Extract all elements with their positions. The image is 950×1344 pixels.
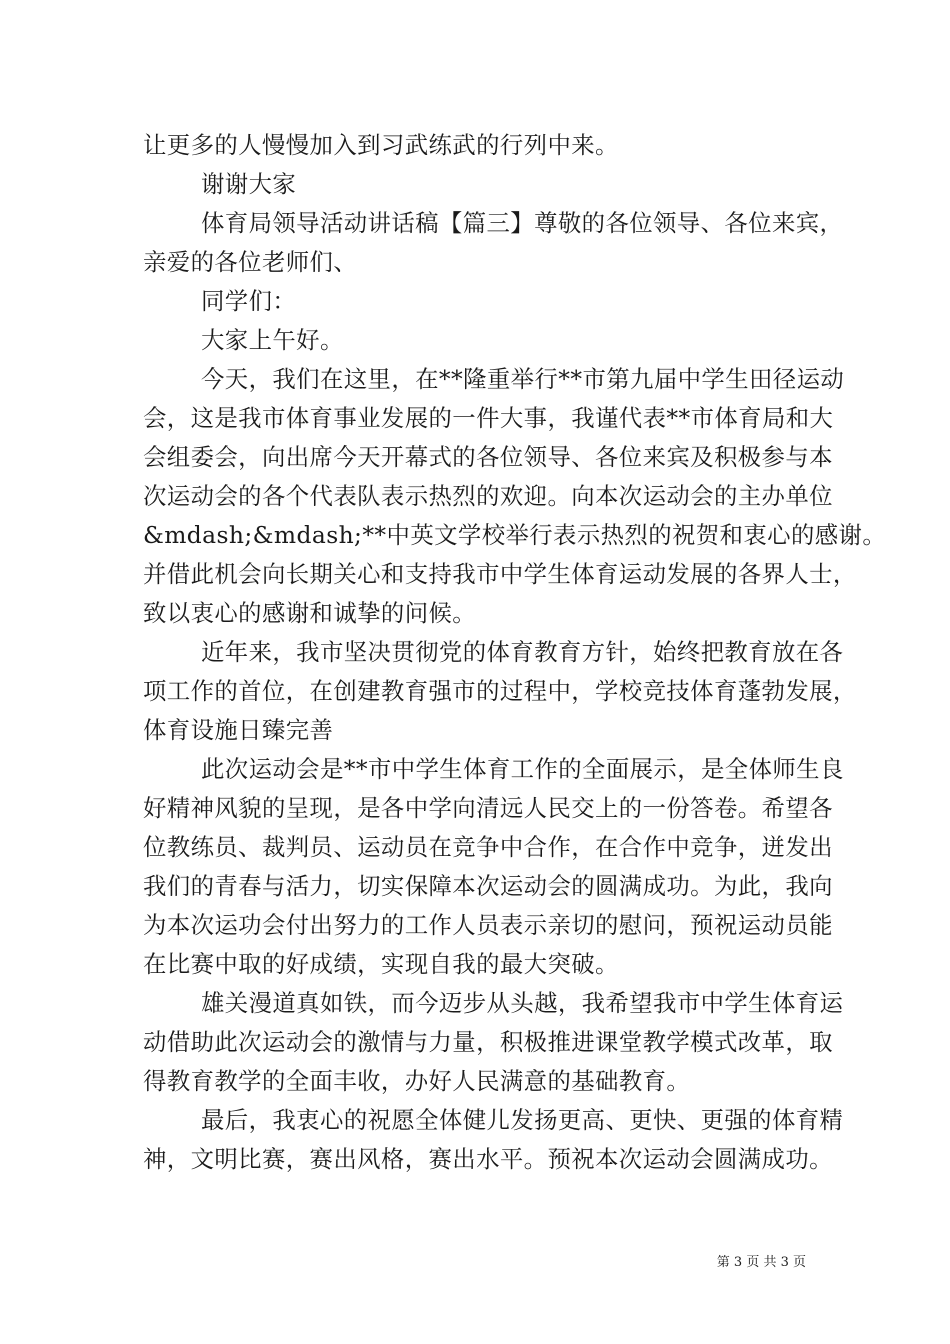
text-line: 我们的青春与活力，切实保障本次运动会的圆满成功。为此，我向 — [143, 872, 833, 900]
text-line: 项工作的首位，在创建教育强市的过程中，学校竞技体育蓬勃发展， — [143, 677, 857, 705]
text-line: 亲爱的各位老师们、 — [143, 248, 358, 276]
text-line: 此次运动会是**市中学生体育工作的全面展示，是全体师生良 — [201, 755, 844, 783]
text-line: 近年来，我市坚决贯彻党的体育教育方针，始终把教育放在各 — [201, 638, 844, 666]
text-line: 会组委会，向出席今天开幕式的各位领导、各位来宾及积极参与本 — [143, 443, 833, 471]
text-line: 致以衷心的感谢和诚挚的问候。 — [143, 599, 477, 627]
text-line: 为本次运功会付出努力的工作人员表示亲切的慰问，预祝运动员能 — [143, 911, 833, 939]
text-line: 谢谢大家 — [201, 170, 297, 198]
text-line: 最后，我衷心的祝愿全体健儿发扬更高、更快、更强的体育精 — [201, 1106, 844, 1134]
text-line: 好精神风貌的呈现，是各中学向清远人民交上的一份答卷。希望各 — [143, 794, 833, 822]
text-line: &mdash;&mdash;**中英文学校举行表示热烈的祝贺和衷心的感谢。 — [143, 521, 887, 549]
text-line: 神，文明比赛，赛出风格，赛出水平。预祝本次运动会圆满成功。 — [143, 1145, 833, 1173]
text-line: 同学们： — [201, 287, 297, 315]
text-line: 雄关漫道真如铁，而今迈步从头越，我希望我市中学生体育运 — [201, 989, 844, 1017]
text-line: 得教育教学的全面丰收，办好人民满意的基础教育。 — [143, 1067, 691, 1095]
text-line: 让更多的人慢慢加入到习武练武的行列中来。 — [143, 131, 619, 159]
text-line: 在比赛中取的好成绩，实现自我的最大突破。 — [143, 950, 619, 978]
document-body — [143, 126, 887, 1179]
text-line: 体育局领导活动讲话稿【篇三】尊敬的各位领导、各位来宾， — [201, 209, 844, 237]
text-line: 今天，我们在这里，在**隆重举行**市第九届中学生田径运动 — [201, 365, 845, 393]
text-line: 位教练员、裁判员、运动员在竞争中合作，在合作中竞争，迸发出 — [143, 833, 833, 861]
text-line: 体育设施日臻完善 — [143, 716, 334, 744]
text-line: 动借助此次运动会的激情与力量，积极推进课堂教学模式改革，取 — [143, 1028, 833, 1056]
text-line: 会，这是我市体育事业发展的一件大事，我谨代表**市体育局和大 — [143, 404, 834, 432]
text-line: 并借此机会向长期关心和支持我市中学生体育运动发展的各界人士， — [143, 560, 857, 588]
text-line: 大家上午好。 — [201, 326, 344, 354]
text-line: 次运动会的各个代表队表示热烈的欢迎。向本次运动会的主办单位 — [143, 482, 833, 510]
page-number-footer: 第 3 页 共 3 页 — [716, 1255, 806, 1270]
